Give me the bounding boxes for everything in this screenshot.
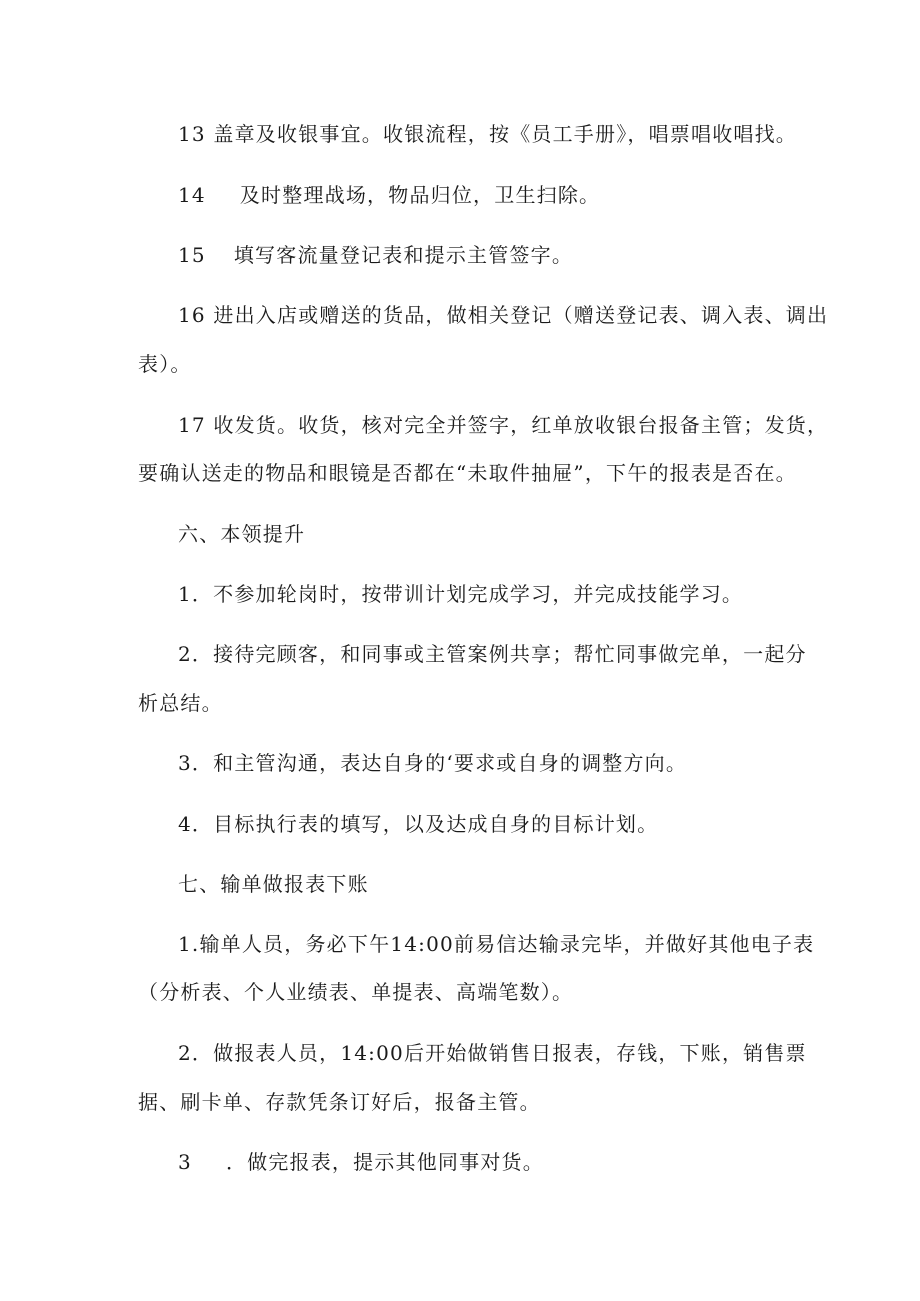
- section7-item-1-line-2: （分析表、个人业绩表、单提表、高端笔数）。: [138, 980, 574, 1004]
- paragraph-17-line-1: 17 收发货。收货，核对完全并签字，红单放收银台报备主管；发货，: [178, 413, 829, 437]
- paragraph-17-line-2: 要确认送走的物品和眼镜是否都在“未取件抽屉”，下午的报表是否在。: [138, 461, 797, 485]
- section6-item-4: 4．目标执行表的填写，以及达成自身的目标计划。: [178, 812, 659, 836]
- section6-item-2-line-2: 析总结。: [138, 691, 223, 715]
- item-number: 15: [178, 243, 206, 267]
- paragraph-13: 13 盖章及收银事宜。收银流程，按《员工手册》，唱票唱收唱找。: [178, 122, 798, 146]
- paragraph-16-line-2: 表）。: [138, 352, 192, 376]
- section6-item-2-line-1: 2．接待完顾客，和同事或主管案例共享；帮忙同事做完单，一起分: [178, 642, 807, 666]
- section7-item-1-line-1: 1.输单人员，务必下午14:00前易信达输录完毕，并做好其他电子表: [178, 932, 815, 956]
- paragraph-14: 14 及时整理战场，物品归位，卫生扫除。: [178, 183, 601, 207]
- section-heading-7: 七、输单做报表下账: [178, 872, 369, 896]
- section7-item-2-line-1: 2．做报表人员，14:00后开始做销售日报表，存钱，下账，销售票: [178, 1041, 807, 1065]
- section-heading-6: 六、本领提升: [178, 522, 306, 546]
- item-number: 3: [178, 1150, 192, 1174]
- section6-item-1: 1．不参加轮岗时，按带训计划完成学习，并完成技能学习。: [178, 582, 744, 606]
- paragraph-15: 15 填写客流量登记表和提示主管签字。: [178, 243, 574, 267]
- section7-item-3: 3 ．做完报表，提示其他同事对货。: [178, 1150, 544, 1174]
- item-number: 14: [178, 183, 206, 207]
- section7-item-2-line-2: 据、刷卡单、存款凭条订好后，报备主管。: [138, 1090, 541, 1114]
- section6-item-3: 3．和主管沟通，表达自身的‘要求或自身的调整方向。: [178, 751, 688, 775]
- paragraph-16-line-1: 16 进出入店或赠送的货品，做相关登记（赠送登记表、调入表、调出: [178, 303, 829, 327]
